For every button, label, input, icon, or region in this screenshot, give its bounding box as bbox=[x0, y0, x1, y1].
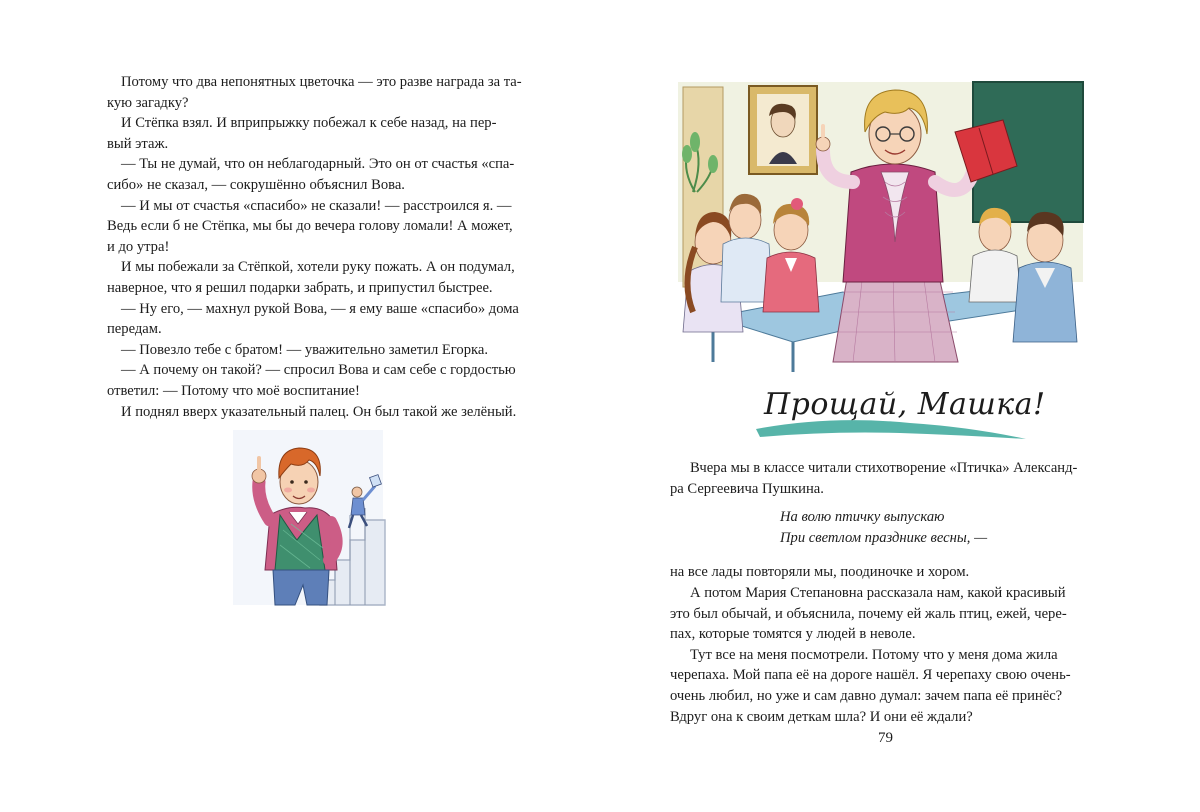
boy-illustration bbox=[225, 420, 395, 610]
text-line: это был обычай, и объяснила, почему ей жаль птиц, ежей, чере- bbox=[670, 605, 1067, 622]
text-line: наверное, что я решил подарки забрать, и припустил быстрее. bbox=[107, 279, 493, 296]
text-line: Вдруг она к своим деткам шла? И они её ждали? bbox=[670, 708, 973, 725]
text-line: пах, которые томятся у людей в неволе. bbox=[670, 626, 916, 643]
right-page bbox=[600, 0, 1200, 812]
right-page-text bbox=[670, 458, 1110, 727]
text-line: Вчера мы в классе читали стихотворение «Птичка» Александ- bbox=[690, 460, 1078, 476]
poem-line: При светлом празднике весны, — bbox=[780, 529, 988, 546]
text-line: — А почему он такой? — спросил Вова и сам себе с гордостью bbox=[121, 362, 516, 379]
text-line: — Ну его, — махнул рукой Вова, — я ему ваше «спасибо» дома bbox=[121, 300, 519, 317]
text-line: Тут все на меня посмотрели. Потому что у меня дома жила bbox=[690, 646, 1058, 663]
poem-line: На волю птичку выпускаю bbox=[780, 509, 945, 526]
text-line: И поднял вверх указательный палец. Он был такой же зелёный. bbox=[121, 403, 517, 420]
classroom-illustration bbox=[673, 72, 1088, 372]
text-line: И мы побежали за Стёпкой, хотели руку пожать. А он подумал, bbox=[121, 259, 515, 276]
text-line: черепаха. Мой папа её на дороге нашёл. Я черепаху свою очень- bbox=[670, 667, 1071, 684]
poem-quote bbox=[780, 507, 1110, 548]
text-line: — И мы от счастья «спасибо» не сказали! — расстроился я. — bbox=[121, 197, 512, 214]
text-line: ра Сергеевича Пушкина. bbox=[670, 480, 824, 497]
page-number: 79 bbox=[878, 730, 893, 746]
left-page-text bbox=[107, 72, 532, 422]
text-line: кую загадку? bbox=[107, 94, 189, 111]
chapter-title-block bbox=[750, 385, 1046, 445]
text-line: вый этаж. bbox=[107, 135, 169, 152]
text-line: — Ты не думай, что он неблагодарный. Это он от счастья «спа- bbox=[121, 156, 515, 173]
text-line: А потом Мария Степановна рассказала нам, какой красивый bbox=[690, 584, 1066, 601]
text-line: и до утра! bbox=[107, 238, 170, 255]
text-line: очень любил, но уже и сам давно думал: зачем папа её принёс? bbox=[670, 687, 1063, 704]
text-line: И Стёпка взял. И вприпрыжку побежал к себе назад, на пер- bbox=[121, 115, 497, 132]
text-line: Потому что два непонятных цветочка — это разве награда за та- bbox=[121, 74, 522, 90]
text-line: ответил: — Потому что моё воспитание! bbox=[107, 382, 360, 399]
text-line: на все лады повторяли мы, поодиночке и хором. bbox=[670, 564, 970, 581]
chapter-title: Прощай, Машка! bbox=[764, 387, 1046, 422]
text-line: сибо» не сказал, — сокрушённо объяснил Вова. bbox=[107, 176, 405, 193]
text-line: Ведь если б не Стёпка, мы бы до вечера голову ломали! А может, bbox=[107, 218, 513, 235]
text-line: передам. bbox=[107, 321, 162, 338]
text-line: — Повезло тебе с братом! — уважительно заметил Егорка. bbox=[121, 341, 488, 358]
